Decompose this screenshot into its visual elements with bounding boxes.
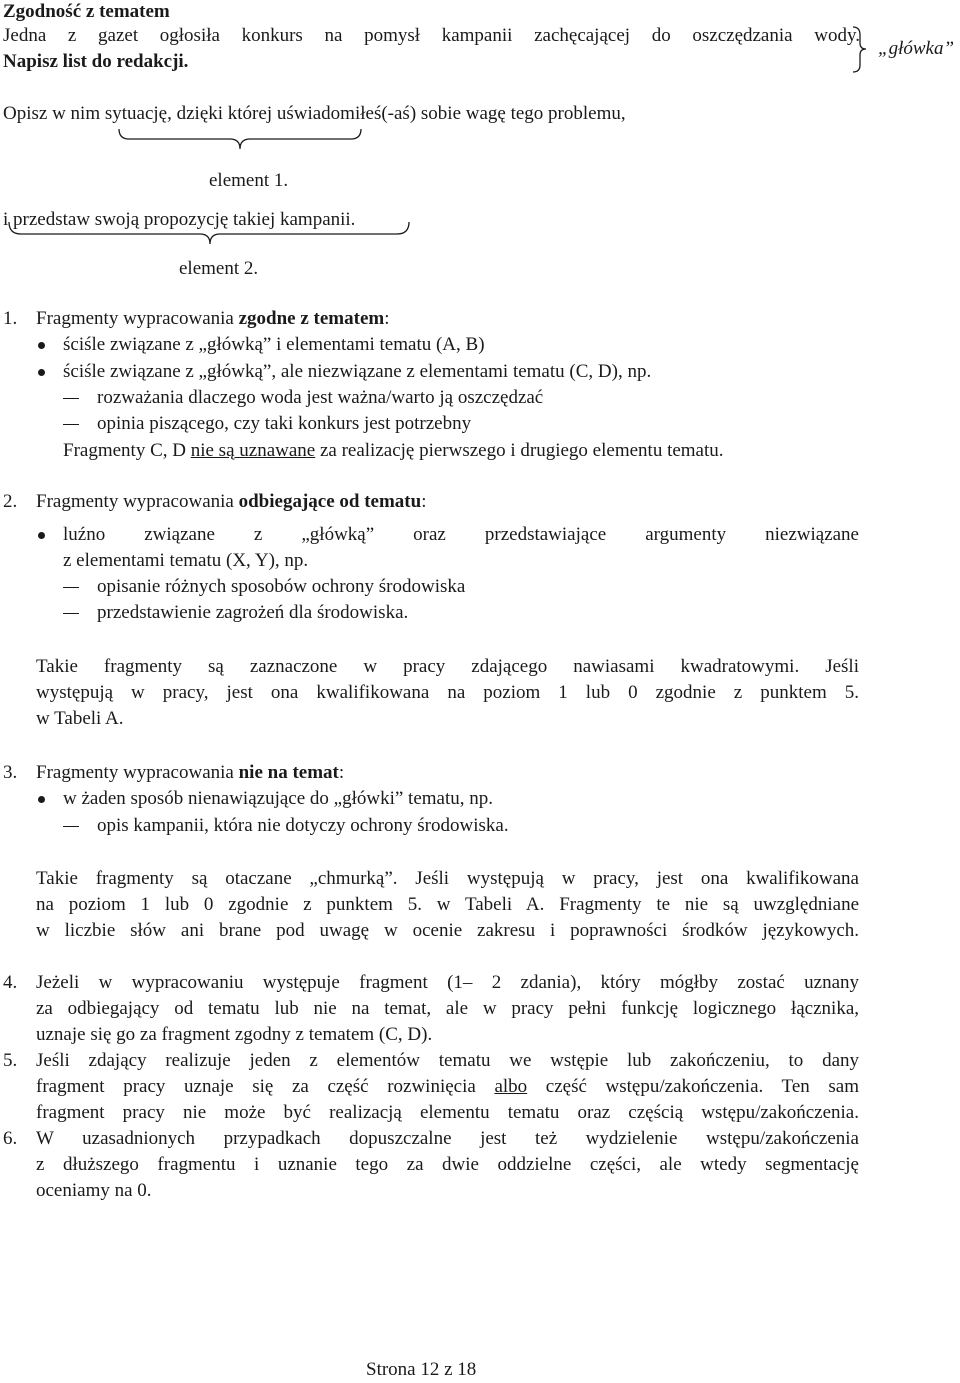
element2-label: element 2. [179,258,259,279]
bullet-icon [38,342,45,349]
section5-line-3: fragment pracy nie może być realizacją elementu tematu oraz częścią wstępu/zakończenia. [36,1102,859,1123]
section2-bullet-1-line-1: luźno związane z „główką” oraz przedstawiające argumenty niezwiązane [63,524,859,545]
section1-note: Fragmenty C, D nie są uznawane za realizację pierwszego i drugiego elementu tematu. [63,440,724,461]
section4-line-1: Jeżeli w wypracowaniu występuje fragment (1– 2 zdania), który mógłby zostać uznany [36,972,859,993]
element2-brace [7,220,427,250]
section4-line-2: za odbiegający od tematu lub nie na temat, ale w pracy pełni funkcję logicznego łącznika, [36,998,859,1019]
section6-number: 6. [3,1128,18,1149]
section1-number: 1. [3,308,18,329]
section1-dash-1: rozważania dlaczego woda jest ważna/warto ją oszczędzać [97,387,544,408]
glowka-label: „główka” [878,38,955,59]
glowka-brace [851,25,871,75]
section1-bullet-2: ściśle związane z „główką”, ale niezwiązane z elementami tematu (C, D), np. [63,361,652,382]
bullet-icon [38,796,45,803]
task-line-2: Napisz list do redakcji. [3,51,189,72]
section3-para-line-1: Takie fragmenty są otaczane „chmurką”. Jeśli występują w pracy, jest ona kwalifikowana [36,868,859,889]
section4-line-3: uznaje się go za fragment zgodny z tematem (C, D). [36,1024,433,1045]
section1-intro: Fragmenty wypracowania zgodne z tematem: [36,308,390,329]
section6-line-3: oceniamy na 0. [36,1180,152,1201]
section6-line-2: z dłuższego fragmentu i uznanie tego za dwie oddzielne części, ale wtedy segmentację [36,1154,859,1175]
section2-para-line-3: w Tabeli A. [36,708,124,729]
section3-para-line-2: na poziom 1 lub 0 zgodnie z punktem 5. w Tabeli A. Fragmenty te nie są uwzględniane [36,894,859,915]
section2-dash-1: opisanie różnych sposobów ochrony środowiska [97,576,466,597]
section6-line-1: W uzasadnionych przypadkach dopuszczalne jest też wydzielenie wstępu/zakończenia [36,1128,859,1149]
section1-dash-2: opinia piszącego, czy taki konkurs jest potrzebny [97,413,472,434]
section2-dash-2: przedstawienie zagrożeń dla środowiska. [97,602,409,623]
section5-line-2: fragment pracy uznaje się za część rozwinięcia albo część wstępu/zakończenia. Ten sam [36,1076,859,1097]
section3-intro: Fragmenty wypracowania nie na temat: [36,762,345,783]
dash-icon [63,826,79,827]
dash-icon [63,424,79,425]
section3-number: 3. [3,762,18,783]
page-footer: Strona 12 z 18 [366,1359,477,1380]
section2-intro: Fragmenty wypracowania odbiegające od tematu: [36,491,427,512]
task-line-4: i przedstaw swoją propozycję takiej kampanii. [3,209,356,230]
section3-dash-1: opis kampanii, która nie dotyczy ochrony środowiska. [97,815,509,836]
section2-bullet-1-line-2: z elementami tematu (X, Y), np. [63,550,309,571]
section3-bullet-1: w żaden sposób nienawiązujące do „główki” tematu, np. [63,788,493,809]
section2-number: 2. [3,491,18,512]
dash-icon [63,587,79,588]
section5-number: 5. [3,1050,18,1071]
section5-line-1: Jeśli zdający realizuje jeden z elementów tematu we wstępie lub zakończeniu, to dany [36,1050,859,1071]
task-line-3: Opisz w nim sytuację, dzięki której uświadomiłeś(-aś) sobie wagę tego problemu, [3,103,626,124]
page-heading: Zgodność z tematem [3,1,170,22]
section4-number: 4. [3,972,18,993]
element1-brace [117,127,367,157]
task-line-1: Jedna z gazet ogłosiła konkurs na pomysł kampanii zachęcającej do oszczędzania wody. [3,25,860,46]
element1-label: element 1. [209,170,289,191]
section3-para-line-3: w liczbie słów ani brane pod uwagę w ocenie zakresu i poprawności środków językowych. [36,920,859,941]
section1-bullet-1: ściśle związane z „główką” i elementami tematu (A, B) [63,334,485,355]
section2-para-line-1: Takie fragmenty są zaznaczone w pracy zdającego nawiasami kwadratowymi. Jeśli [36,656,859,677]
section2-para-line-2: występują w pracy, jest ona kwalifikowana na poziom 1 lub 0 zgodnie z punktem 5. [36,682,859,703]
bullet-icon [38,532,45,539]
dash-icon [63,398,79,399]
dash-icon [63,613,79,614]
bullet-icon [38,369,45,376]
